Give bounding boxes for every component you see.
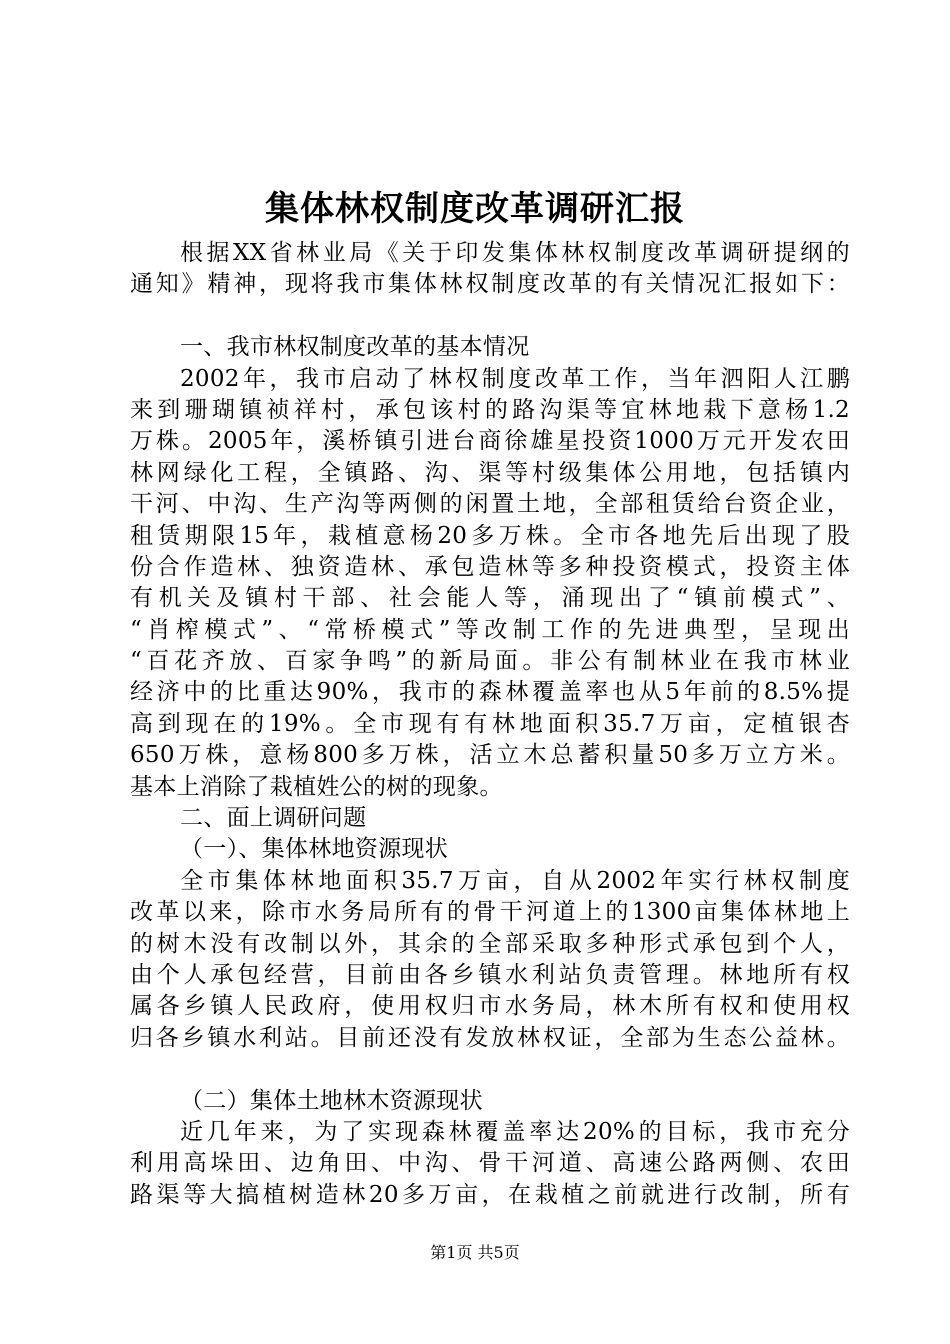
- text-line: 的树木没有改制以外，其余的全部采取多种形式承包到个人，: [130, 930, 850, 957]
- blank-line: [130, 301, 850, 332]
- text-line: 近几年来，为了实现森林覆盖率达20%的目标，我市充分: [180, 1118, 850, 1145]
- document-title: 集体林权制度改革调研汇报: [265, 189, 685, 229]
- text-line: 利用高垛田、边角田、中沟、骨干河道、高速公路两侧、农田: [130, 1150, 850, 1177]
- text-line: 林网绿化工程，全镇路、沟、渠等村级集体公用地，包括镇内: [130, 459, 850, 486]
- text-line: 有机关及镇村干部、社会能人等，涌现出了“镇前模式”、: [130, 585, 850, 612]
- text-line: 万株。2005年，溪桥镇引进台商徐雄星投资1000万元开发农田: [130, 428, 850, 455]
- subsection-heading: （一）、集体林地资源现状: [180, 836, 449, 863]
- text-line: 份合作造林、独资造林、承包造林等多种投资模式，投资主体: [130, 553, 850, 580]
- text-line: 属各乡镇人民政府，使用权归市水务局，林木所有权和使用权: [130, 993, 850, 1020]
- page-footer: 第1页 共5页: [430, 1243, 520, 1262]
- text-line: 干河、中沟、生产沟等两侧的闲置土地，全部租赁给台资企业，: [130, 491, 850, 518]
- text-line: 基本上消除了栽植姓公的树的现象。: [130, 773, 503, 800]
- text-line: 来到珊瑚镇祯祥村，承包该村的路沟渠等宜林地栽下意杨1.2: [130, 396, 850, 423]
- subsection-heading: （二）集体土地林木资源现状: [180, 1087, 483, 1114]
- text-line: “肖榨模式”、“常桥模式”等改制工作的先进典型，呈现出: [130, 616, 850, 643]
- text-line: 由个人承包经营，目前由各乡镇水利站负责管理。林地所有权: [130, 961, 850, 988]
- text-line: 高到现在的19%。全市现有有林地面积35.7万亩，定植银杏: [130, 710, 850, 737]
- text-line: 通知》精神，现将我市集体林权制度改革的有关情况汇报如下：: [130, 271, 850, 298]
- blank-line: [130, 1054, 850, 1085]
- document-body: [130, 238, 850, 1211]
- text-line: 路渠等大搞植树造林20多万亩，在栽植之前就进行改制，所有: [130, 1181, 850, 1208]
- text-line: “百花齐放、百家争鸣”的新局面。非公有制林业在我市林业: [130, 648, 850, 675]
- text-line: 改革以来，除市水务局所有的骨干河道上的1300亩集体林地上: [130, 899, 850, 926]
- section-heading: 一、我市林权制度改革的基本情况: [180, 334, 530, 361]
- text-line: 经济中的比重达90%，我市的森林覆盖率也从5年前的8.5%提: [130, 679, 850, 706]
- text-line: 全市集体林地面积35.7万亩，自从2002年实行林权制度: [180, 867, 850, 894]
- text-line: 2002年，我市启动了林权制度改革工作，当年泗阳人江鹏: [180, 365, 850, 392]
- text-line: 650万株，意杨800多万株，活立木总蓄积量50多万立方米。: [130, 742, 850, 769]
- text-line: 归各乡镇水利站。目前还没有发放林权证，全部为生态公益林。: [130, 1024, 850, 1051]
- text-line: 根据XX省林业局《关于印发集体林权制度改革调研提纲的: [180, 240, 850, 266]
- text-line: 租赁期限15年，栽植意杨20多万株。全市各地先后出现了股: [130, 522, 850, 549]
- section-heading: 二、面上调研问题: [180, 805, 367, 832]
